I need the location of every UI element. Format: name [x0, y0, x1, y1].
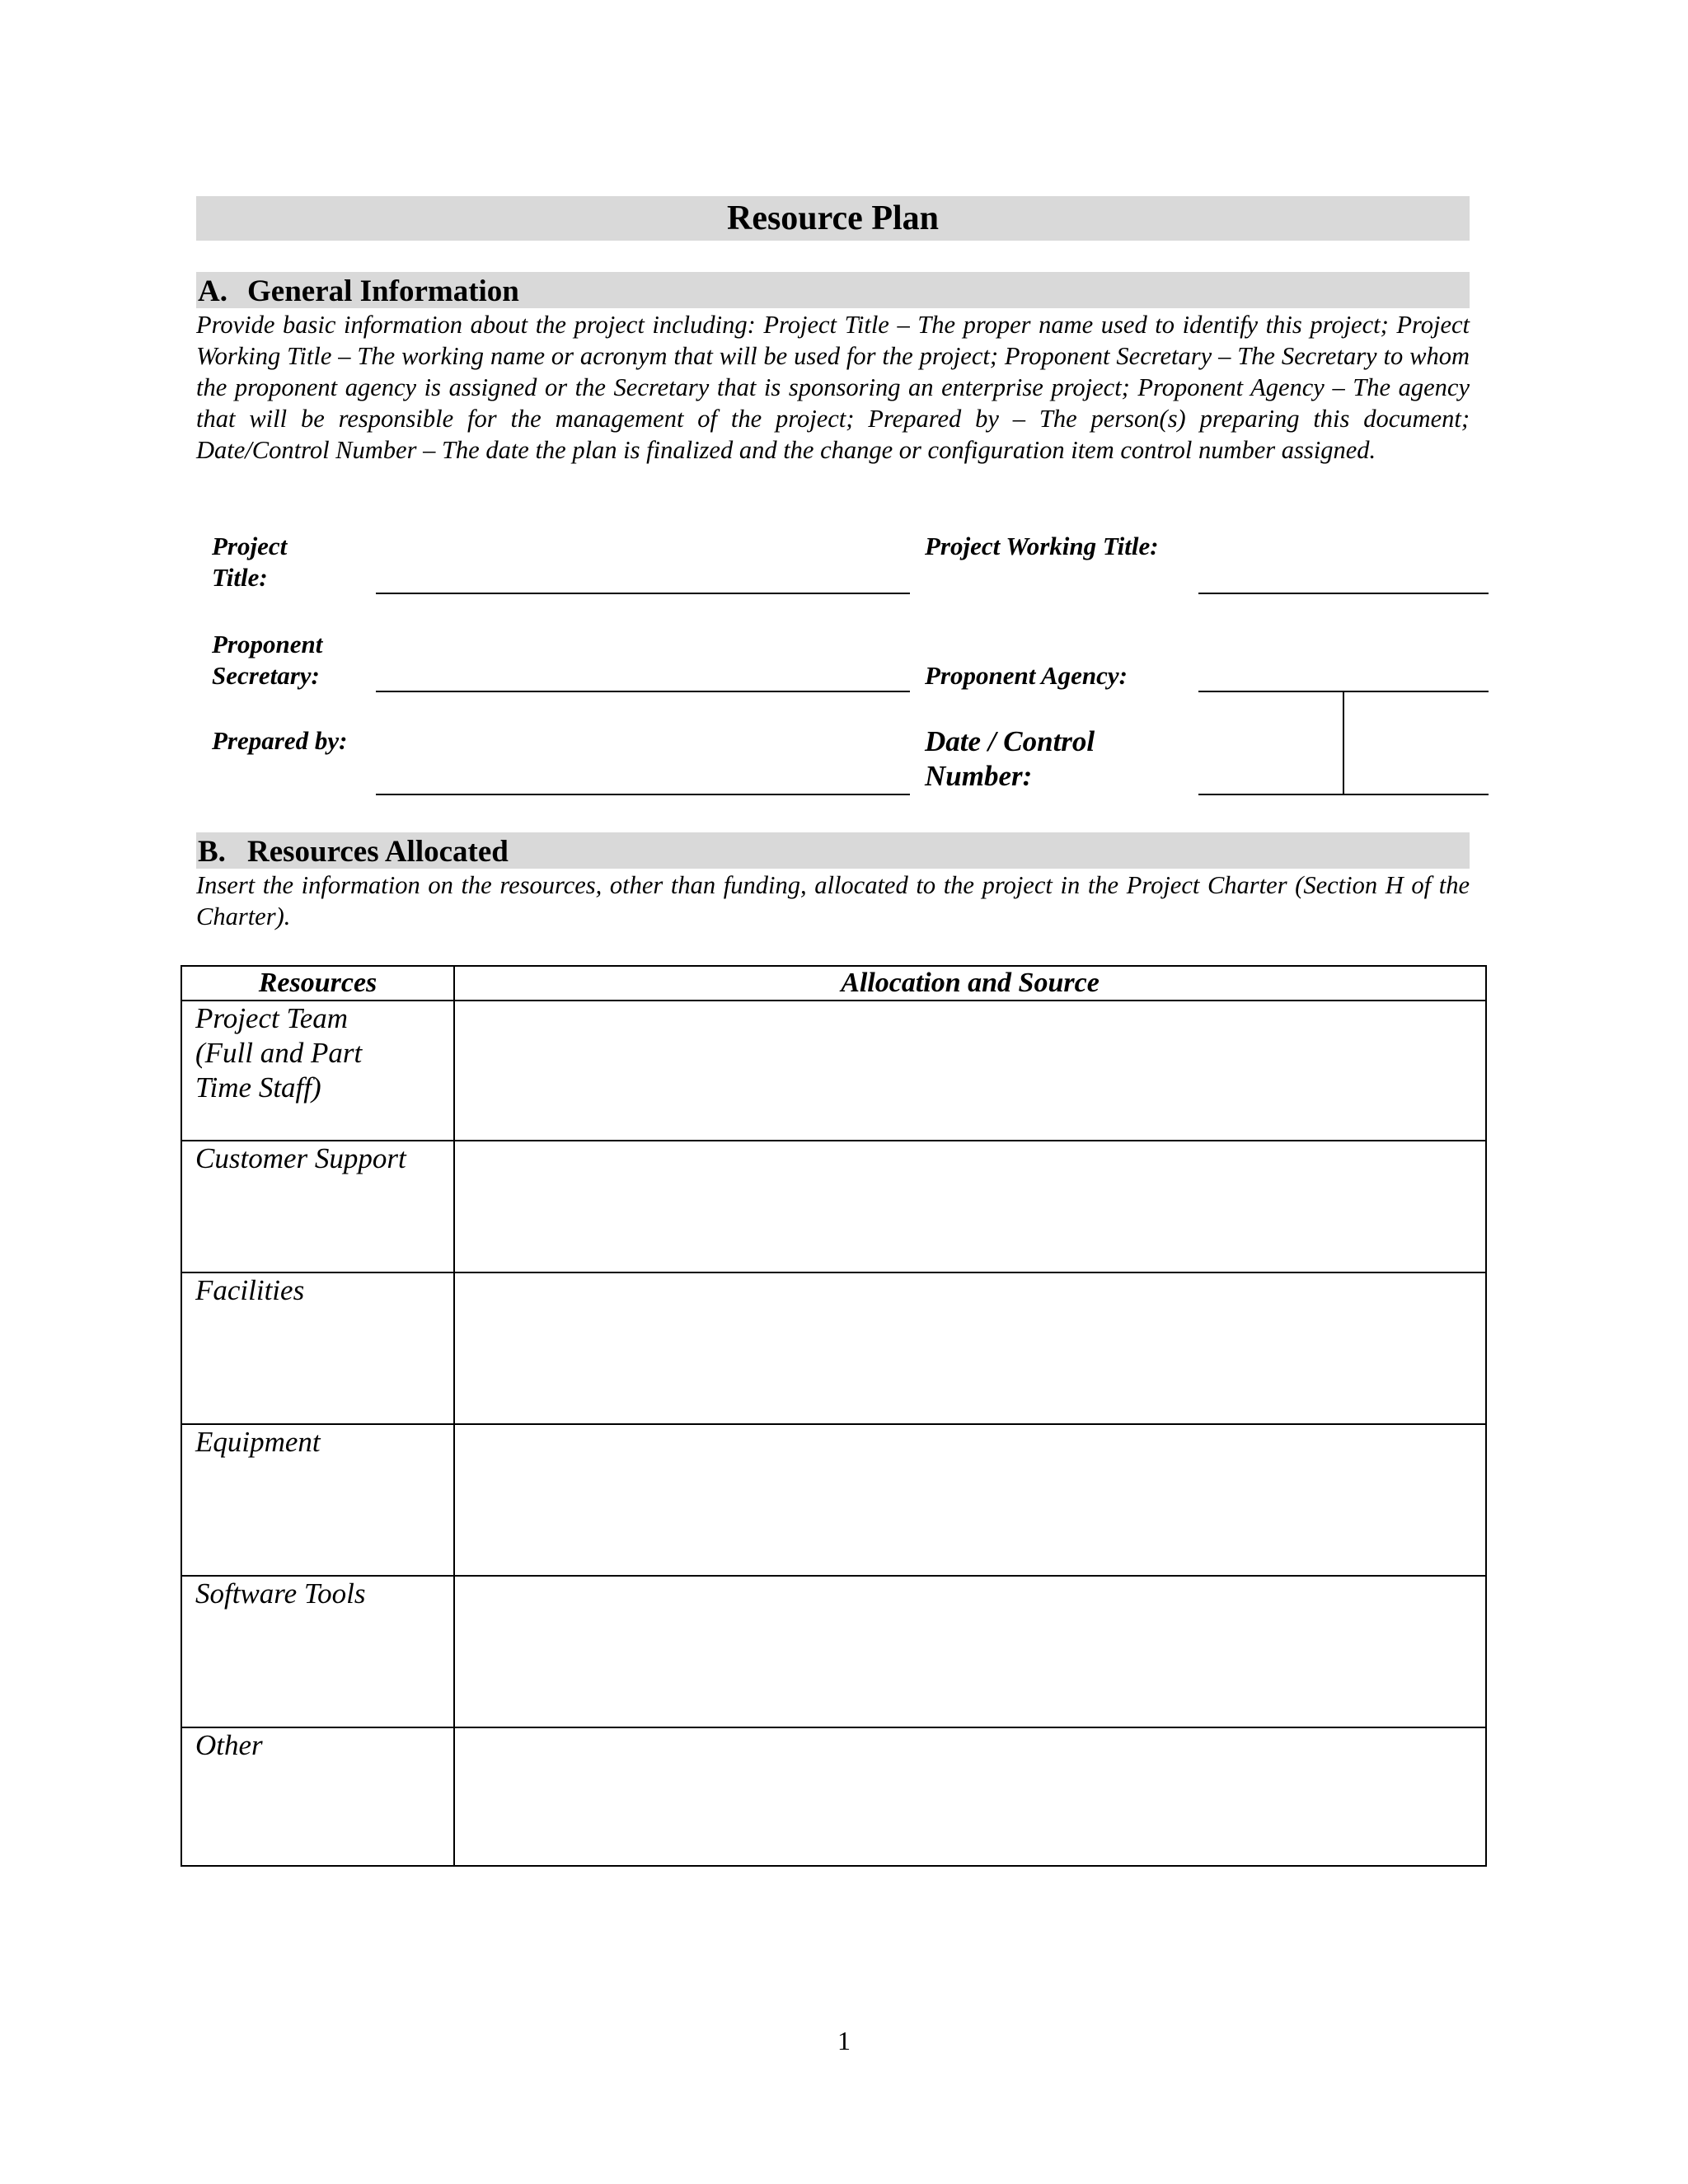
date-field[interactable]	[1198, 794, 1343, 795]
table-row	[181, 1272, 1486, 1424]
table-row	[181, 1141, 1486, 1272]
table-header-row	[181, 966, 1486, 1001]
date-control-label-line1: Date / Control	[925, 725, 1095, 757]
resource-label-software-tools	[181, 1576, 454, 1727]
project-title-label	[212, 531, 287, 593]
page-number: 1	[837, 2026, 851, 2055]
allocation-cell-customer-support[interactable]	[454, 1141, 1486, 1272]
resource-label-line: Project Team	[195, 1002, 349, 1034]
section-b-title: Resources Allocated	[247, 835, 509, 869]
proponent-secretary-field[interactable]	[376, 691, 910, 692]
project-title-label-line1: Project	[212, 532, 288, 560]
proponent-agency-label: Proponent Agency:	[925, 661, 1128, 690]
resource-label-project-team	[181, 1001, 454, 1141]
allocation-column-header: Allocation and Source	[454, 966, 1486, 1001]
table-row	[181, 1001, 1486, 1141]
section-a-number: A.	[198, 274, 227, 308]
resource-label-customer-support	[181, 1141, 454, 1272]
date-control-label	[925, 724, 1095, 794]
prepared-by-field[interactable]	[376, 794, 910, 795]
resource-label-other	[181, 1727, 454, 1866]
date-control-label-line2: Number:	[925, 760, 1033, 792]
section-a-heading	[196, 272, 1470, 308]
control-number-field[interactable]	[1343, 794, 1489, 795]
document-title: Resource Plan	[196, 196, 1470, 241]
section-b-number: B.	[198, 835, 226, 869]
resource-label-line: Time Staff)	[195, 1071, 321, 1104]
section-b-description: Insert the information on the resources, other than funding, allocated to the project in the Project Charter (Section H of the Charter).	[196, 871, 1470, 930]
proponent-secretary-label-line1: Proponent	[212, 630, 323, 658]
project-title-field[interactable]	[376, 593, 910, 594]
allocation-cell-other[interactable]	[454, 1727, 1486, 1866]
prepared-by-label: Prepared by:	[212, 726, 348, 755]
section-b-heading	[196, 832, 1470, 869]
resources-table	[181, 965, 1487, 1867]
table-row	[181, 1727, 1486, 1866]
resource-label-line: Facilities	[195, 1274, 305, 1306]
project-working-title-label: Project Working Title:	[925, 532, 1159, 560]
resource-label-line: (Full and Part	[195, 1037, 363, 1069]
project-title-label-line2: Title:	[212, 563, 268, 592]
resource-label-equipment	[181, 1424, 454, 1576]
table-row	[181, 1424, 1486, 1576]
allocation-cell-software-tools[interactable]	[454, 1576, 1486, 1727]
allocation-cell-project-team[interactable]	[454, 1001, 1486, 1141]
resource-label-line: Software Tools	[195, 1577, 366, 1610]
allocation-cell-equipment[interactable]	[454, 1424, 1486, 1576]
section-a-title: General Information	[247, 274, 519, 308]
resource-label-facilities	[181, 1272, 454, 1424]
proponent-secretary-label-line2: Secretary:	[212, 661, 320, 690]
project-working-title-field[interactable]	[1198, 593, 1489, 594]
proponent-secretary-label	[212, 629, 322, 691]
table-row	[181, 1576, 1486, 1727]
resource-label-line: Other	[195, 1729, 263, 1761]
resource-label-line: Customer Support	[195, 1142, 406, 1174]
date-control-divider	[1343, 692, 1344, 794]
resources-column-header: Resources	[181, 966, 454, 1001]
section-a-description: Provide basic information about the project including: Project Title – The proper name used to identify this project; Project Working Title – The working name or acronym that will be used for the project; Proponent Secretary – The Secretary to whom the proponent agency is assigned or the Secretary that is sponsoring an enterprise project; Proponent Agency – The agency that will be responsible for the management of the project; Prepared by – The person(s) preparing this document; Date/Control Number – The date the plan is finalized and the change or configuration item control number assigned.	[196, 311, 1470, 464]
resource-label-line: Equipment	[195, 1426, 321, 1458]
allocation-cell-facilities[interactable]	[454, 1272, 1486, 1424]
